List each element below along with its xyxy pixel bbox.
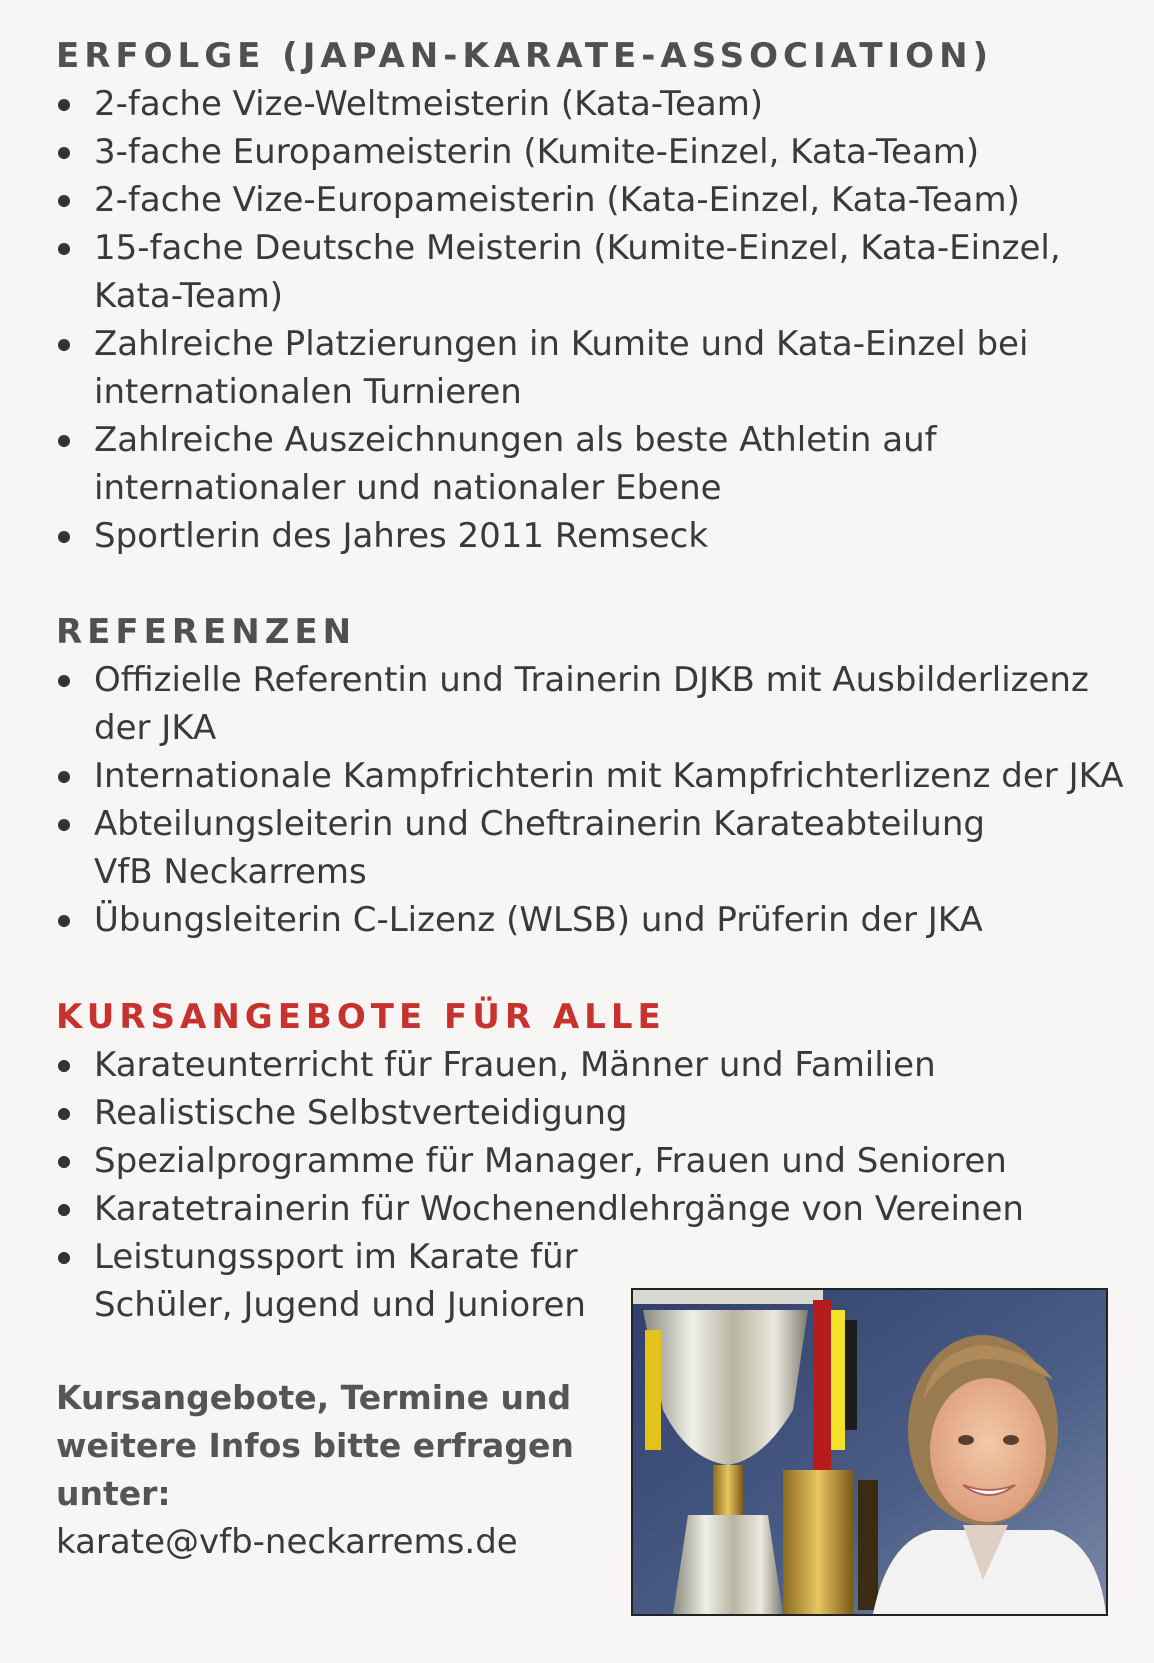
list-item: Karatetrainerin für Wochenendlehrgänge von Vereinen xyxy=(56,1185,1146,1233)
bullet-icon xyxy=(58,243,70,255)
list-item: Spezialprogramme für Manager, Frauen und Senioren xyxy=(56,1137,1146,1185)
heading-erfolge: ERFOLGE (JAPAN-KARATE-ASSOCIATION) xyxy=(56,36,994,76)
section-referenzen xyxy=(56,610,1146,944)
bullet-icon xyxy=(58,531,70,543)
list-item: Abteilungsleiterin und Cheftrainerin Karateabteilung VfB Neckarrems xyxy=(56,800,1014,896)
list-item: Offizielle Referentin und Trainerin DJKB mit Ausbilderlizenz der JKA xyxy=(56,656,1154,752)
list-item: 2-fache Vize-Weltmeisterin (Kata-Team) xyxy=(56,80,1146,128)
bullet-icon xyxy=(58,915,70,927)
bullet-icon xyxy=(58,435,70,447)
heading-referenzen: REFERENZEN xyxy=(56,612,357,652)
section-kursangebote xyxy=(56,995,1146,1329)
bullet-icon xyxy=(58,147,70,159)
contact-text: Kursangebote, Termine und weitere Infos bitte erfragen unter: xyxy=(56,1378,574,1513)
bullet-icon xyxy=(58,1156,70,1168)
list-item: Zahlreiche Auszeichnungen als beste Athletin auf internationaler und nationaler Ebene xyxy=(56,416,984,512)
bullet-icon xyxy=(58,1060,70,1072)
list-item: Realistische Selbstverteidigung xyxy=(56,1089,1146,1137)
list-item: 2-fache Vize-Europameisterin (Kata-Einzel, Kata-Team) xyxy=(56,176,1146,224)
list-item: Internationale Kampfrichterin mit Kampfrichterlizenz der JKA xyxy=(56,752,1146,800)
list-referenzen xyxy=(56,656,1146,944)
contact-block xyxy=(56,1374,596,1566)
bullet-icon xyxy=(58,1204,70,1216)
bullet-icon xyxy=(58,675,70,687)
trophy-photo-image xyxy=(633,1290,1106,1614)
list-item: 3-fache Europameisterin (Kumite-Einzel, Kata-Team) xyxy=(56,128,1146,176)
email-link[interactable]: karate@vfb-neckarrems.de xyxy=(56,1522,518,1562)
list-item: Sportlerin des Jahres 2011 Remseck xyxy=(56,512,1146,560)
bullet-icon xyxy=(58,1252,70,1264)
list-kursangebote xyxy=(56,1041,1146,1329)
bullet-icon xyxy=(58,771,70,783)
trophy-photo xyxy=(631,1288,1108,1616)
list-erfolge xyxy=(56,80,1146,560)
list-item: Leistungssport im Karate für Schüler, Jugend und Junioren xyxy=(56,1233,634,1329)
list-item: Karateunterricht für Frauen, Männer und Familien xyxy=(56,1041,1146,1089)
list-item: Übungsleiterin C-Lizenz (WLSB) und Prüferin der JKA xyxy=(56,896,1146,944)
bullet-icon xyxy=(58,99,70,111)
bullet-icon xyxy=(58,195,70,207)
bullet-icon xyxy=(58,1108,70,1120)
heading-kursangebote: KURSANGEBOTE FÜR ALLE xyxy=(56,997,666,1037)
list-item: Zahlreiche Platzierungen in Kumite und Kata-Einzel bei internationalen Turnieren xyxy=(56,320,1084,416)
bullet-icon xyxy=(58,819,70,831)
bullet-icon xyxy=(58,339,70,351)
section-erfolge xyxy=(56,34,1146,560)
list-item: 15-fache Deutsche Meisterin (Kumite-Einzel, Kata-Einzel, Kata-Team) xyxy=(56,224,1094,320)
